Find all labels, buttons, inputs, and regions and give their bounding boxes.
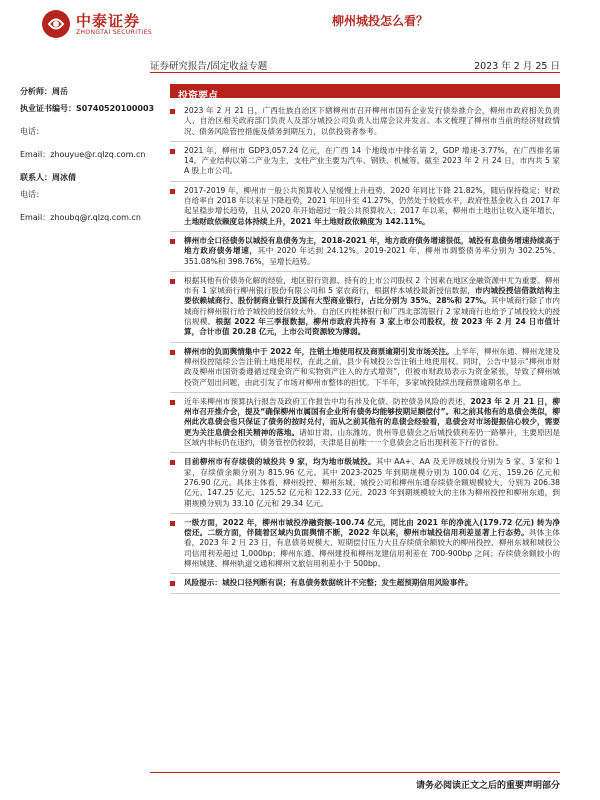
analyst-sidebar bbox=[20, 86, 155, 235]
report-meta bbox=[150, 58, 560, 72]
key-point-paragraph bbox=[170, 182, 560, 232]
bold-segment: 根据 2022 年三季报数据，柳州市政府共持有 3 家上市公司股权，按 2023 年 2 月 24 日市值计算，合计市值 20.28 亿元，上市公司资源较为薄弱。 bbox=[184, 317, 560, 337]
sidebar-line: 电话： bbox=[20, 127, 44, 136]
section-header-label: 投资要点 bbox=[178, 91, 218, 102]
paragraph-text bbox=[184, 397, 560, 448]
bullet-square-icon bbox=[170, 146, 184, 177]
text-segment: 呈增长趋势。 bbox=[269, 256, 315, 266]
sidebar-line[interactable]: Email：zhouyue@r.qlzq.com.cn bbox=[20, 150, 146, 159]
paragraph-text bbox=[184, 457, 560, 508]
key-point-paragraph bbox=[170, 102, 560, 142]
text-segment: 其中 2020 年达到 24.12%。2019-2021 年，柳州市调整债务率分别为 302.25%、351.08%和 398.76%， bbox=[184, 246, 561, 266]
text-segment: 其中城商行除了市内城商行柳州银行给予城投的授信较大外，自治区内桂林银行和广西北部湾银行 2 家城商行也给予了城投较大的授信规模。 bbox=[184, 296, 561, 327]
text-segment: 其中 AA+、AA 及无评级城投分别为 5 家、3 家和 1 家，存续债余额分别为 815.96 亿元。其中 2023-2025 年到期规模分别为 100.04 亿元、159.26 亿元和 276.90 亿元。具体主体看，柳州投控、柳州东城、城投公司和柳州东通存续债余额规模较大，分别为 206.38 亿元、147.25 亿元、125.52 亿元和 122.33 亿元。2023 年到期规模较大的主体为柳州投控和柳州东通，到期规模分别为 33.10 亿元和 29.34 亿元。 bbox=[184, 457, 560, 508]
key-point-paragraph bbox=[170, 142, 560, 182]
text-segment: 诸如甘肃、山东潍坊、贵州等息债会之后城投债利差仍一路攀升，主要原因是区域内非标仍在违约，债务管控仍较弱，天津是目前唯一一个息债会之后出现利差下行的省份。 bbox=[184, 427, 561, 448]
paragraph-text bbox=[184, 236, 560, 267]
bullet-square-icon bbox=[170, 518, 184, 569]
report-date: 2023 年 2 月 25 日 bbox=[474, 61, 560, 72]
paragraph-text bbox=[184, 347, 560, 388]
header-rule bbox=[150, 72, 560, 73]
sidebar-line: 联系人：周冰倩 bbox=[20, 173, 76, 182]
bold-segment: 土地财政依赖度总体持续上升，2021 年土地财政依赖度为 142.11%。 bbox=[184, 216, 430, 226]
bold-segment: 一级方面，2022 年，柳州市城投净融资额-100.74 亿元，同比由 2021 年的净流入(179.72 亿元) 转为净偿还。二级方面，伴随着区域内负面舆情不断，2022 年以来，柳州市城投信用利差显著上行态势。 bbox=[184, 517, 560, 538]
key-point-paragraph bbox=[170, 343, 560, 393]
paragraph-text bbox=[184, 106, 560, 137]
paragraph-text bbox=[184, 518, 560, 569]
footer-disclaimer: 请务必阅读正文之后的重要声明部分 bbox=[415, 781, 560, 791]
text-segment: 上半年，柳州东通、柳州龙建及柳州投控陆续公告注销土地使用权，在此之前，县少有城投公告注销土地使用权。同时，公告中显示“柳州市财政及柳州市国资委遵循过现金资产和实物资产注入的方式增资”，但被市财政局表示为资金紧张，导致了柳州城投资产划出问题，由此引发了市场对柳州市整体的担忧。下半年，多家城投陆续出现商票逾期名单上。 bbox=[184, 346, 561, 387]
key-point-paragraph bbox=[170, 574, 560, 593]
bold-segment: 柳州市的负面舆情集中于 2022 年，注销土地使用权及商票逾期引发市场关注。 bbox=[184, 346, 454, 356]
bold-segment: 风险提示：城投口径判断有误；有息债务数据统计不完整；发生超预期信用风险事件。 bbox=[184, 578, 473, 588]
text-segment: 具体主体看，2023 年 2 月 23 日，有息债务规模大、短期偿付压力大且存续债余额较大的柳州投控、柳州东城和城投公司信用利差超过 1,000bp；柳州东通、柳州建投和柳州龙建信用利差在 700-900bp 之间；存续债余额较小的柳州城建、柳州轨道交通和柳州文旅信用利差小于 500bp。 bbox=[184, 528, 560, 568]
section-header bbox=[170, 84, 560, 102]
logo-emblem-icon bbox=[42, 10, 70, 38]
key-point-paragraph bbox=[170, 514, 560, 574]
bullet-square-icon bbox=[170, 276, 184, 338]
key-point-paragraph bbox=[170, 232, 560, 272]
bold-segment: 2023 年 2 月 21 日，柳州市召开推介会，提及“确保柳州市属国有企业所有债务均能够按期足额偿付”。和之前其他有的息债会类似，柳州此次息债会也只保证了债务的按时兑付，而从之前其他有的息债会经验看，息债会对市场提振信心较少，需要更为关注息债会相关精神的落地。 bbox=[184, 396, 560, 437]
footer-rule bbox=[150, 772, 560, 773]
report-title: 柳州城投怎么看？ bbox=[332, 14, 429, 28]
text-segment: 2017-2019 年，柳州市一般公共预算收入呈缓慢上升趋势，2020 年同比下降 21.82%，随后保持稳定；财政自给率自 2018 年以来呈下降趋势，2021 年回升至 41.27%，仍然处于较低水平，政府性基金收入自 2017 年起呈稳步增长趋势，且从 2020 年开始超过一般公共预算收入；2017 年以来，柳州市土地出让收入逐年增长， bbox=[184, 185, 560, 216]
bullet-square-icon bbox=[170, 186, 184, 227]
paragraph-text bbox=[184, 186, 560, 227]
sidebar-line[interactable]: Email：zhoubq@r.qlzq.com.cn bbox=[20, 213, 141, 222]
bold-segment: 市内城投授信借款结构主要依赖城商行、股份制商业银行及国有大型商业银行，占比分别为 35%、28%和 27%。 bbox=[184, 286, 560, 306]
brand-logo bbox=[42, 8, 162, 44]
sidebar-line: 分析师：周岳 bbox=[20, 87, 68, 96]
bullet-square-icon bbox=[170, 397, 184, 448]
bold-segment: 柳州市全口径债务以城投有息债务为主，2018-2021 年，地方政府债务增速很低，城投有息债务增速持续高于地方政府债务增速， bbox=[184, 235, 560, 256]
text-segment: 2023 年 2 月 21 日，广西壮族自治区下辖柳州市召开柳州市国有企业发行债券推介会，柳州市政府相关负责人、自治区相关政府部门负责人及部分城投公司负责人出席会议并发言。本文梳理了柳州市当前的经济财政情况、债务风险管控措施及债务到期压力，以供投资者参考。 bbox=[184, 106, 560, 136]
key-point-paragraph bbox=[170, 453, 560, 513]
text-segment: 近年来柳州市预算执行报告及政府工作报告中均有涉及化债、防控债务风险的表述， bbox=[184, 396, 471, 406]
bullet-square-icon bbox=[170, 347, 184, 388]
bullet-square-icon bbox=[170, 236, 184, 267]
paragraph-text bbox=[184, 276, 560, 338]
sidebar-line: 电话： bbox=[20, 190, 44, 199]
brand-name-en: ZHONGTAI SECURITIES bbox=[76, 29, 153, 36]
bullet-square-icon bbox=[170, 457, 184, 508]
text-segment: 2021 年，柳州市 GDP3,057.24 亿元，在广西 14 个地级市中排名第 2，GDP 增速-3.77%，在广西排名第 14。产业结构以第二产业为主，支柱产业主要为汽车、钢铁、机械等。截至 2023 年 2 月 24 日，市内共 5 家 A 股上市公司。 bbox=[184, 145, 560, 176]
bold-segment: 目前柳州市有存续债的城投共 9 家，均为地市级城投。 bbox=[184, 457, 376, 467]
sidebar-line: 执业证书编号：S0740520100003 bbox=[20, 104, 155, 113]
report-type: 证券研究报告/固定收益专题 bbox=[150, 61, 268, 72]
bullet-square-icon bbox=[170, 106, 184, 137]
key-points bbox=[170, 102, 560, 594]
text-segment: 根据其他有价债务化解的经验，地区银行资源、持有的上市公司股权 2 个因素在地区金融资源中尤为重要。柳州市有 1 家城商行柳州银行股份有限公司和 5 家农商行，根据样本城投最新授信数据， bbox=[184, 275, 560, 296]
paragraph-text bbox=[184, 146, 560, 177]
key-point-paragraph bbox=[170, 393, 560, 453]
brand-name-cn: 中泰证券 bbox=[76, 12, 141, 30]
paragraph-text bbox=[184, 578, 560, 588]
key-point-paragraph bbox=[170, 272, 560, 343]
bullet-square-icon bbox=[170, 578, 184, 588]
